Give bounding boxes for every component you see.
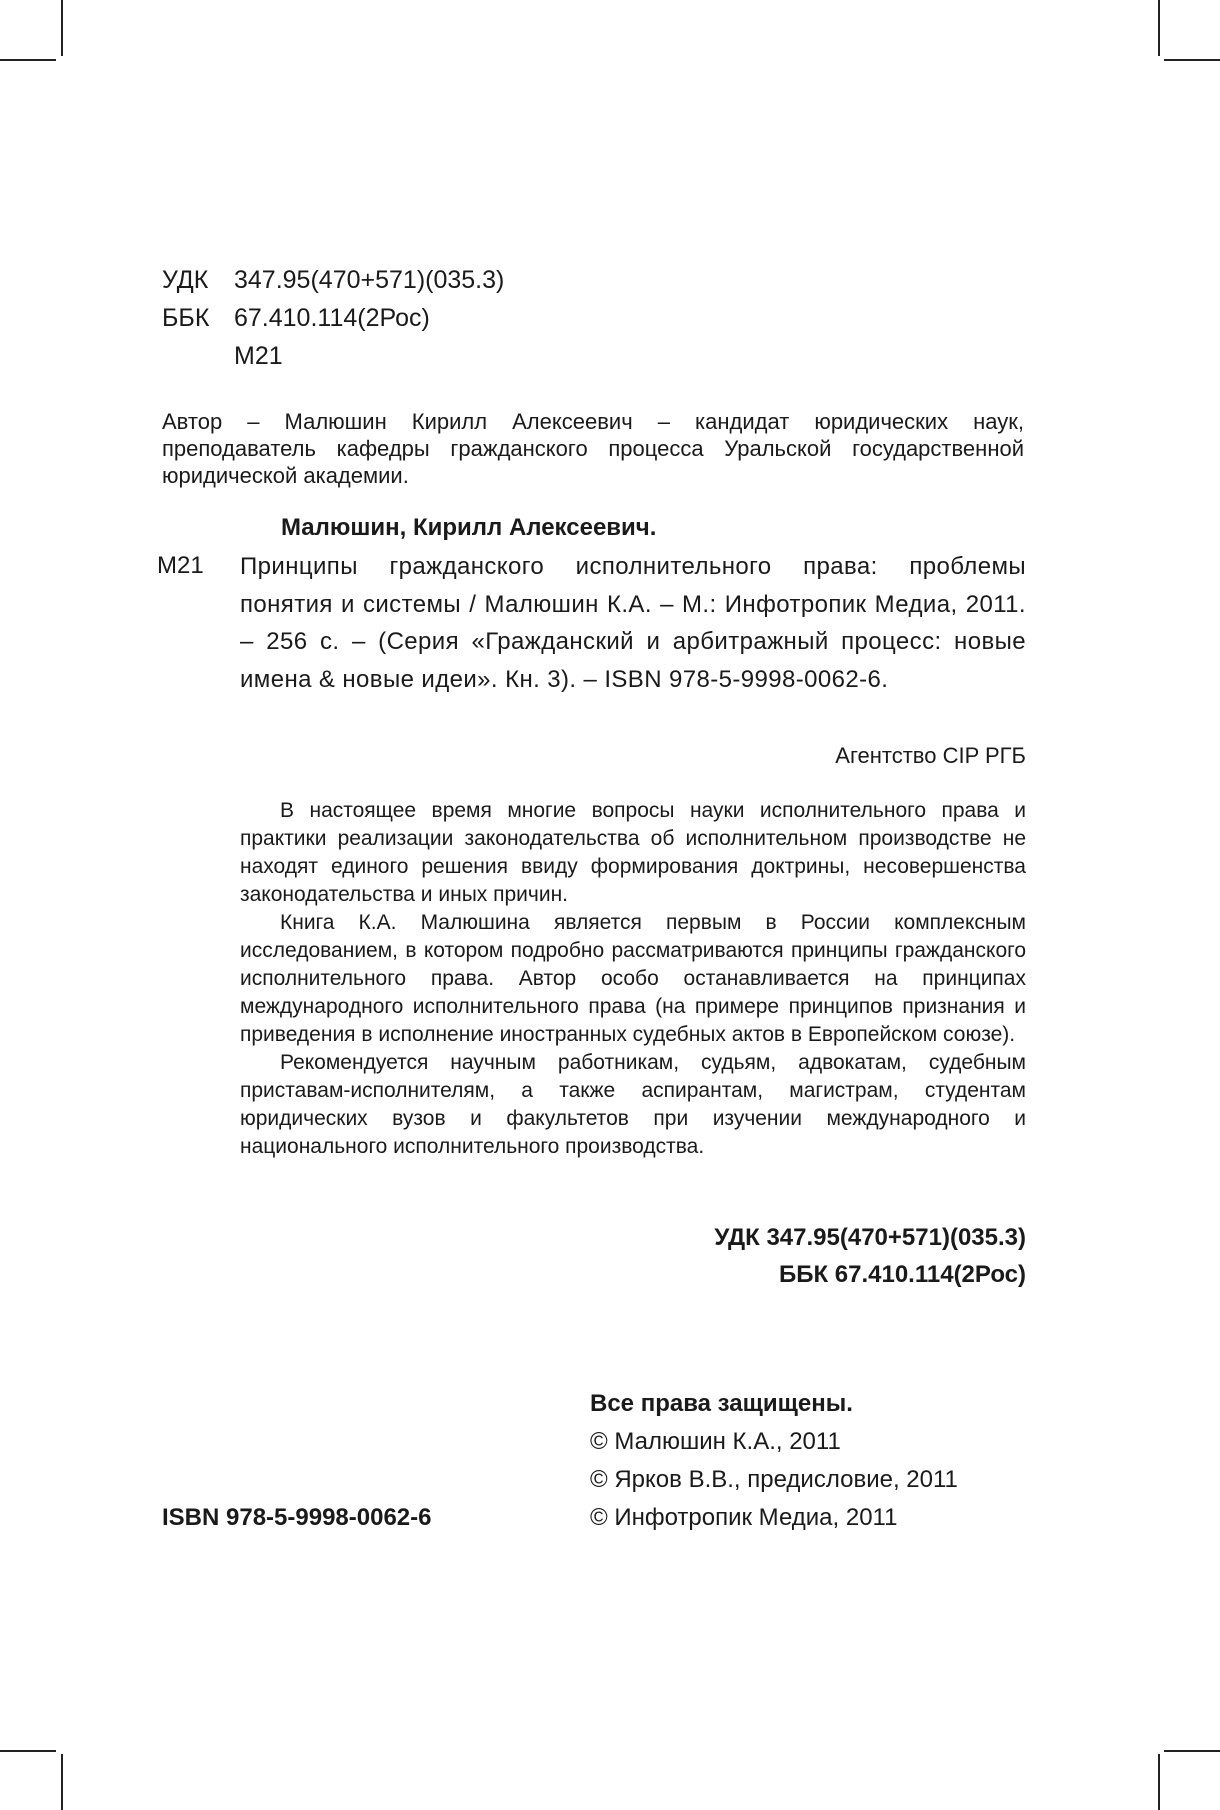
- crop-mark-bottom-right-h: [1164, 1750, 1220, 1752]
- udk-value: 347.95(470+571)(035.3): [234, 266, 505, 294]
- crop-mark-top-left: [61, 0, 63, 56]
- crop-mark-bottom-right: [1158, 1754, 1160, 1810]
- author-mark: М21: [234, 342, 283, 370]
- annotation-paragraph: В настоящее время многие вопросы науки исполнительного права и практики реализации законодательства об исполнительном производстве не находят единого решения ввиду формирования доктрины, несовершенства законодательства и иных причин.: [240, 799, 1026, 906]
- bbk-value: 67.410.114(2Рос): [234, 304, 430, 332]
- annotation-paragraph: Рекомендуется научным работникам, судьям, адвокатам, судебным приставам-исполнителям, а также аспирантам, магистрам, студентам юридических вузов и факультетов при изучении международного и национального исполнительного производства.: [240, 1051, 1026, 1158]
- record-heading: Малюшин, Кирилл Алексеевич.: [281, 514, 657, 541]
- annotation: [240, 797, 1026, 1161]
- udk-line: [162, 262, 504, 298]
- bbk-line: [162, 300, 430, 336]
- crop-mark-bottom-left-h: [0, 1750, 56, 1752]
- crop-mark-bottom-left: [61, 1754, 63, 1810]
- crop-mark-top-right-h: [1164, 59, 1220, 61]
- record-description: Принципы гражданского исполнительного права: проблемы понятия и системы / Малюшин К.А. – М.: Инфотропик Медиа, 2011. – 256 с. – (Серия «Гражданский и арбитражный процесс: новые имена & новые идеи». Кн. 3). – ISBN 978-5-9998-0062-6.: [240, 553, 1026, 693]
- isbn: ISBN 978-5-9998-0062-6: [162, 1504, 432, 1531]
- copyright-line: © Малюшин К.А., 2011: [590, 1428, 841, 1455]
- crop-mark-top-left-h: [0, 59, 56, 61]
- udk-label: УДК: [162, 266, 209, 294]
- copyright-line: © Ярков В.В., предисловие, 2011: [590, 1466, 958, 1493]
- copyright-line: © Инфотропик Медиа, 2011: [590, 1504, 898, 1531]
- annotation-paragraph: Книга К.А. Малюшина является первым в России комплексным исследованием, в котором подробно рассматриваются принципы гражданского исполнительного права. Автор особо останавливается на принципах международного исполнительного права (на примере принципов признания и приведения в исполнение иностранных судебных актов в Европейском союзе).: [240, 911, 1026, 1046]
- rights-heading: Все права защищены.: [590, 1390, 853, 1417]
- codes-udk: УДК 347.95(470+571)(035.3): [714, 1224, 1026, 1251]
- bbk-label: ББК: [162, 304, 210, 332]
- record-agency: Агентство CIP РГБ: [835, 743, 1026, 768]
- author-note: Автор – Малюшин Кирилл Алексеевич – кандидат юридических наук, преподаватель кафедры гражданского процесса Уральской государственной юридической академии.: [162, 409, 1024, 488]
- record-mark: М21: [157, 552, 204, 579]
- crop-mark-top-right: [1158, 0, 1160, 56]
- codes-bbk: ББК 67.410.114(2Рос): [778, 1261, 1026, 1288]
